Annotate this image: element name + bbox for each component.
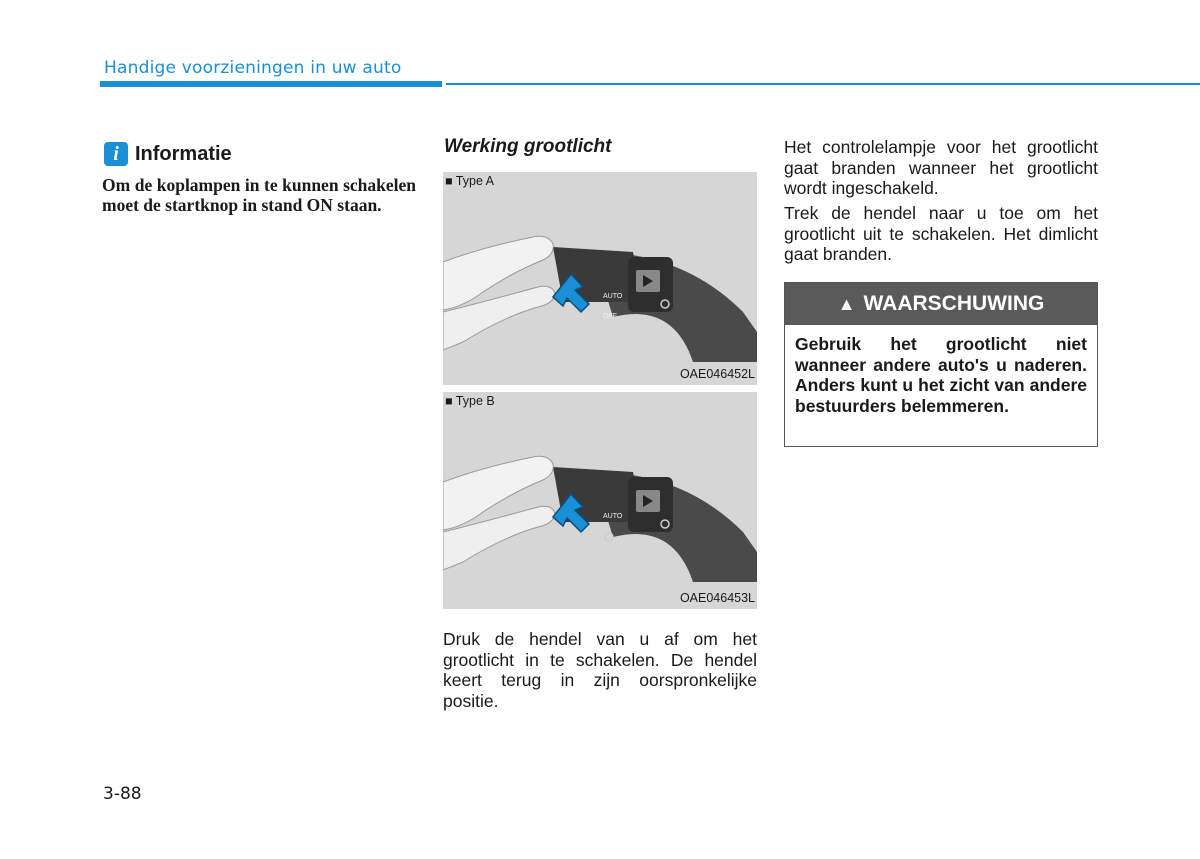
info-body: Om de koplampen in te kunnen schakelen moet de startknop in stand ON staan. bbox=[102, 175, 416, 215]
header-rule-thin bbox=[446, 83, 1200, 85]
warning-box bbox=[784, 282, 1098, 447]
figure-type-b bbox=[443, 392, 757, 609]
page-number: 3-88 bbox=[103, 784, 142, 804]
right-paragraph-1: Het controlelampje voor het grootlicht gaat branden wanneer het grootlicht wordt ingeschakeld. bbox=[784, 137, 1098, 198]
section-paragraph: Druk de hendel van u af om het grootlicht in te schakelen. De hendel keert terug in zijn oorspronkelijke positie. bbox=[443, 629, 757, 711]
section-title: Werking grootlicht bbox=[444, 136, 612, 157]
figure-type-a bbox=[443, 172, 757, 385]
switch-label: AUTO bbox=[603, 513, 623, 520]
lever-illustration bbox=[443, 412, 757, 582]
warning-title: WAARSCHUWING bbox=[863, 292, 1045, 315]
right-paragraph-2: Trek de hendel naar u toe om het grootlicht uit te schakelen. Het dimlicht gaat branden. bbox=[784, 203, 1098, 264]
chapter-title: Handige voorzieningen in uw auto bbox=[104, 58, 402, 78]
switch-label: AUTO bbox=[603, 293, 623, 300]
warning-triangle-icon: ▲ bbox=[837, 293, 856, 314]
figure-code: OAE046453L bbox=[679, 591, 755, 605]
warning-header bbox=[785, 283, 1097, 325]
lever-illustration bbox=[443, 192, 757, 362]
switch-label: OFF bbox=[603, 313, 617, 320]
figure-type-label: ■ Type A bbox=[445, 174, 495, 188]
header-rule-thick bbox=[100, 81, 442, 87]
warning-body: Gebruik het grootlicht niet wanneer andere auto's u naderen. Anders kunt u het zicht van andere bestuurders belemmeren. bbox=[795, 334, 1087, 416]
figure-code: OAE046452L bbox=[679, 367, 755, 381]
figure-type-label: ■ Type B bbox=[445, 394, 495, 408]
info-title: Informatie bbox=[135, 143, 232, 165]
info-icon: i bbox=[104, 142, 128, 166]
